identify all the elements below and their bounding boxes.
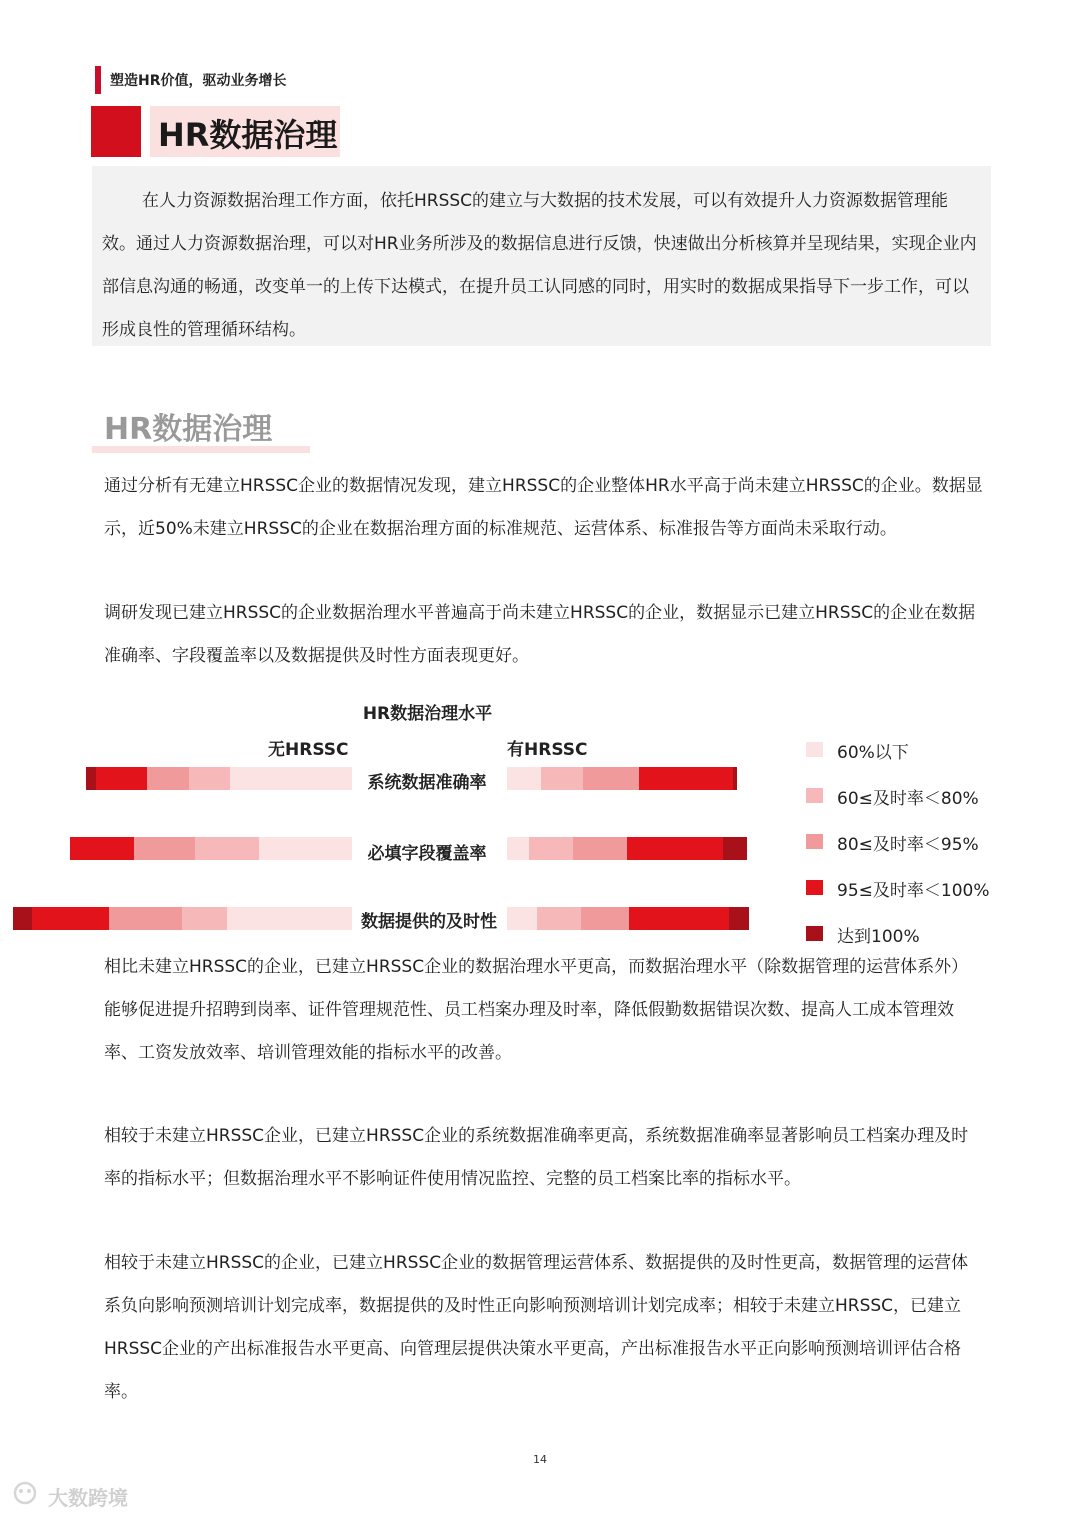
page-number: 14 xyxy=(533,1453,547,1466)
header-tagline: 塑造HR价值，驱动业务增长 xyxy=(110,73,287,89)
bar-segment-hrssc xyxy=(629,907,729,930)
bar-segment-no-hrssc xyxy=(230,767,352,790)
chart-group-label-no-hrssc: 无HRSSC xyxy=(268,740,349,760)
bar-segment-no-hrssc xyxy=(147,767,189,790)
bar-segment-no-hrssc xyxy=(189,767,231,790)
bar-segment-no-hrssc xyxy=(32,907,109,930)
bar-segment-no-hrssc xyxy=(70,837,134,860)
bar-segment-no-hrssc xyxy=(195,837,259,860)
bar-segment-no-hrssc xyxy=(134,837,195,860)
section-title: HR数据治理 xyxy=(158,116,338,154)
bar-segment-hrssc xyxy=(583,767,639,790)
paragraph-5: 相较于未建立HRSSC的企业，已建立HRSSC企业的数据管理运营体系、数据提供的及时性更高，数据管理的运营体系负向影响预测培训计划完成率，数据提供的及时性正向影响预测培训计划完成率；相较于未建立HRSSC，已建立HRSSC企业的产出标准报告水平更高、向管理层提供决策水平更高，产出标准报告水平正向影响预测培训评估合格率。 xyxy=(104,1253,969,1402)
bar-segment-hrssc xyxy=(507,907,537,930)
intro-paragraph: 在人力资源数据治理工作方面，依托HRSSC的建立与大数据的技术发展，可以有效提升人力资源数据管理能效。通过人力资源数据治理，可以对HR业务所涉及的数据信息进行反馈，快速做出分析核算并呈现结果，实现企业内部信息沟通的畅通，改变单一的上传下达模式，在提升员工认同感的同时，用实时的数据成果指导下一步工作，可以形成良性的管理循环结构。 xyxy=(102,191,977,340)
chart-category-label: 系统数据准确率 xyxy=(367,773,487,793)
bar-segment-hrssc xyxy=(627,837,723,860)
bar-segment-hrssc xyxy=(581,907,629,930)
paragraph-2: 调研发现已建立HRSSC的企业数据治理水平普遍高于尚未建立HRSSC的企业，数据显示已建立HRSSC的企业在数据准确率、字段覆盖率以及数据提供及时性方面表现更好。 xyxy=(104,603,976,666)
legend-label: 60%以下 xyxy=(837,743,909,763)
legend-label: 80≤及时率＜95% xyxy=(837,835,979,855)
chart-category-label: 必填字段覆盖率 xyxy=(367,844,487,864)
bar-segment-hrssc xyxy=(541,767,583,790)
legend-swatch xyxy=(806,880,823,895)
legend-label: 95≤及时率＜100% xyxy=(837,881,990,901)
section-accent-block xyxy=(91,106,141,157)
bar-segment-no-hrssc xyxy=(109,907,183,930)
legend-swatch xyxy=(806,926,823,941)
legend-swatch xyxy=(806,788,823,803)
legend-swatch xyxy=(806,834,823,849)
legend-label: 60≤及时率＜80% xyxy=(837,789,979,809)
subsection-title: HR数据治理 xyxy=(104,412,273,447)
bar-segment-no-hrssc xyxy=(182,907,227,930)
bar-segment-no-hrssc xyxy=(227,907,352,930)
bar-segment-hrssc xyxy=(507,767,541,790)
chart-title: HR数据治理水平 xyxy=(362,704,493,724)
header-accent-bar xyxy=(95,66,101,94)
paragraph-1: 通过分析有无建立HRSSC企业的数据情况发现，建立HRSSC的企业整体HR水平高于尚未建立HRSSC的企业。数据显示，近50%未建立HRSSC的企业在数据治理方面的标准规范、运营体系、标准报告等方面尚未采取行动。 xyxy=(104,476,983,539)
bar-segment-hrssc xyxy=(729,907,749,930)
bar-segment-hrssc xyxy=(537,907,581,930)
bar-segment-no-hrssc xyxy=(96,767,147,790)
bar-segment-hrssc xyxy=(723,837,747,860)
bar-segment-hrssc xyxy=(529,837,573,860)
bar-segment-no-hrssc xyxy=(13,907,32,930)
paragraph-4: 相较于未建立HRSSC企业，已建立HRSSC企业的系统数据准确率更高，系统数据准确率显著影响员工档案办理及时率的指标水平；但数据治理水平不影响证件使用情况监控、完整的员工档案比率的指标水平。 xyxy=(104,1126,969,1189)
legend-swatch xyxy=(806,742,823,757)
bar-segment-hrssc xyxy=(573,837,627,860)
legend-label: 达到100% xyxy=(837,927,920,947)
bar-segment-no-hrssc xyxy=(259,837,352,860)
paragraph-3: 相比未建立HRSSC的企业，已建立HRSSC企业的数据治理水平更高，而数据治理水平（除数据管理的运营体系外）能够促进提升招聘到岗率、证件管理规范性、员工档案办理及时率，降低假勤数据错误次数、提高人工成本管理效率、工资发放效率、培训管理效能的指标水平的改善。 xyxy=(104,957,969,1063)
watermark-text: 大数跨境 xyxy=(48,1486,128,1510)
chart-group-label-hrssc: 有HRSSC xyxy=(507,740,588,760)
chart-category-label: 数据提供的及时性 xyxy=(361,912,497,932)
bar-segment-hrssc xyxy=(733,767,737,790)
bar-segment-hrssc xyxy=(507,837,529,860)
bar-segment-no-hrssc xyxy=(86,767,96,790)
watermark-logo-icon xyxy=(12,1480,38,1506)
bar-segment-hrssc xyxy=(639,767,733,790)
